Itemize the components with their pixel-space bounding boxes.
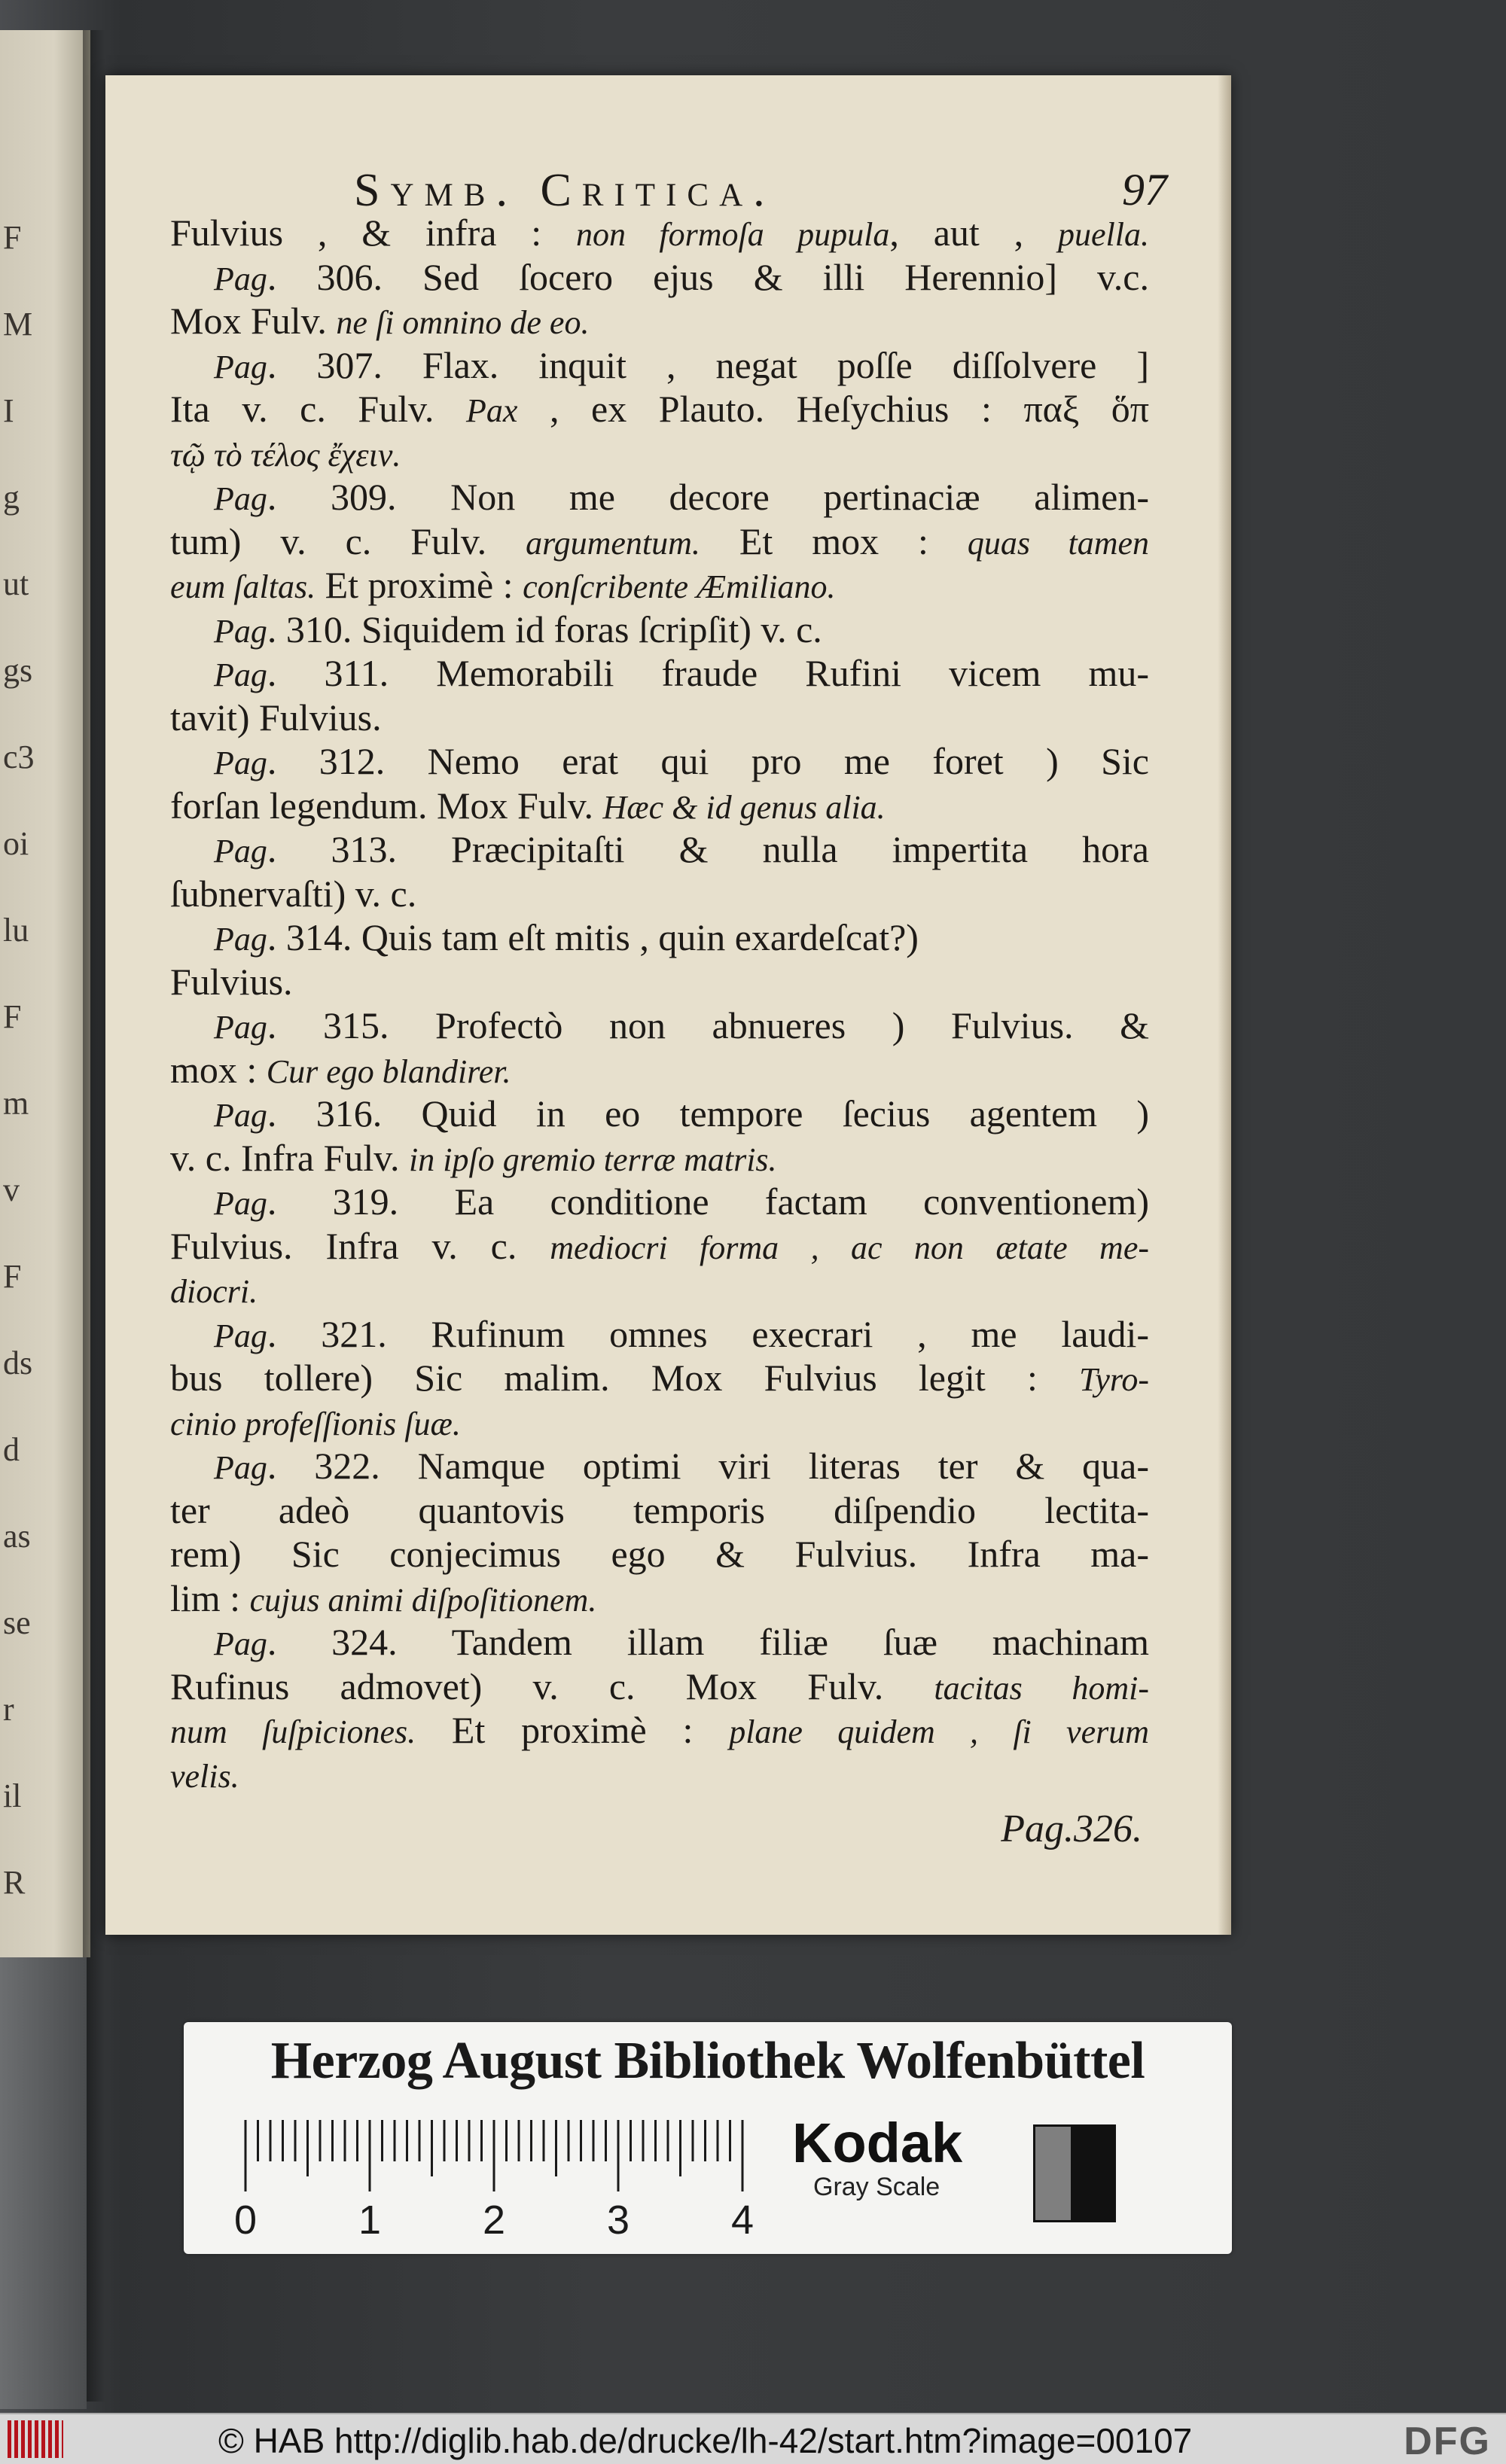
text-run: num ſuſpiciones. — [170, 1713, 416, 1750]
text-run: Pag — [214, 1097, 267, 1134]
ruler-number: 0 — [233, 2197, 258, 2243]
text-run: Cur ego blandirer. — [266, 1052, 511, 1090]
text-run: . 314. Quis tam eſt mitis , quin exardeſcat?) — [267, 916, 919, 958]
text-run: ſubnervaſti) v. c. — [170, 872, 417, 915]
text-run: mox : — [170, 1048, 267, 1091]
text-line — [170, 1664, 1149, 1709]
text-run: . 322. Namque optimi viri literas ter & qua- — [267, 1445, 1149, 1487]
facing-page-fragment: c3 — [3, 739, 35, 775]
text-run: Et proximè : — [316, 564, 523, 606]
text-line — [170, 563, 1149, 608]
text-run: velis. — [170, 1757, 239, 1795]
text-run: Pag — [214, 1185, 267, 1222]
text-run: . 306. Sed ſocero ejus & illi Herennio] v.c. — [267, 255, 1149, 298]
text-line — [170, 1400, 1149, 1445]
text-run: tavit) Fulvius. — [170, 696, 382, 739]
text-line — [170, 431, 1149, 476]
text-run: Et mox : — [700, 519, 968, 562]
text-line — [170, 343, 1149, 388]
text-run: . 321. Rufinum omnes execrari , me laudi- — [267, 1312, 1149, 1355]
text-run: Pag — [214, 260, 267, 297]
text-line — [170, 1136, 1149, 1180]
text-line — [170, 475, 1149, 519]
facing-page-fragment: g — [3, 479, 20, 516]
text-line — [170, 299, 1149, 343]
page-number: 97 — [1122, 165, 1167, 215]
text-line — [170, 211, 1149, 255]
dfg-logo: DFG — [1404, 2420, 1491, 2463]
text-line — [170, 1532, 1149, 1576]
text-run: rem) Sic conjecimus ego & Fulvius. Infra ma- — [170, 1533, 1149, 1575]
text-run: diocri. — [170, 1273, 258, 1310]
facing-page-fragment: R — [3, 1864, 26, 1901]
text-run: lim : — [170, 1576, 250, 1619]
kodak-logo: Kodak — [792, 2112, 963, 2174]
ruler-number: 2 — [482, 2197, 506, 2243]
text-line — [170, 387, 1149, 431]
text-run: forſan legendum. Mox Fulv. — [170, 784, 603, 827]
facing-page-fragment: F — [3, 998, 22, 1035]
text-run: , aut , — [889, 212, 1059, 254]
facing-page-fragment: r — [3, 1691, 14, 1728]
text-run: . 307. Flax. inquit , negat poſſe diſſolvere ] — [267, 343, 1149, 386]
text-run: . 324. Tandem illam filiæ ſuæ machinam — [267, 1621, 1149, 1663]
text-line — [170, 1048, 1149, 1092]
text-line — [170, 915, 1149, 960]
facing-page-fragment: as — [3, 1518, 31, 1555]
book-page — [105, 75, 1231, 1935]
text-run: cujus animi diſpoſitionem. — [249, 1581, 597, 1619]
running-head: Symb. Critica. — [354, 165, 776, 216]
text-run: Pag — [214, 833, 267, 870]
text-line — [170, 519, 1149, 564]
text-run: Pag — [214, 480, 267, 517]
text-run: Pag — [214, 348, 267, 385]
text-line — [170, 827, 1149, 872]
text-run: Pag — [214, 1009, 267, 1046]
text-run: Pag — [214, 921, 267, 958]
text-line — [170, 1576, 1149, 1621]
ruler-number: 1 — [358, 2197, 382, 2243]
facing-page-fragment: M — [3, 306, 33, 343]
catchword: Pag.326. — [1001, 1808, 1142, 1850]
gray-scale-patch — [1033, 2124, 1116, 2222]
text-line — [170, 872, 1149, 916]
text-line — [170, 784, 1149, 828]
text-run: quas tamen — [967, 524, 1149, 562]
page-body-text — [170, 211, 1149, 1796]
text-line — [170, 1224, 1149, 1269]
text-line — [170, 1092, 1149, 1136]
text-run: Pax — [465, 392, 518, 429]
text-line — [170, 960, 1149, 1004]
text-run: Mox Fulv. — [170, 300, 337, 342]
text-run: Pag — [214, 1449, 267, 1486]
text-run: in ipſo gremio terræ matris. — [409, 1141, 777, 1178]
text-run: τῷ τὸ τέλος ἔχειν. — [170, 436, 401, 474]
color-reference-card — [184, 2022, 1232, 2254]
text-run: tacitas homi- — [934, 1669, 1149, 1707]
text-run: , ex Plauto. Heſychius : παξ ὅπ — [517, 388, 1149, 430]
text-run: Fulvius. Infra v. c. — [170, 1224, 550, 1267]
text-line — [170, 1444, 1149, 1488]
text-run: tum) v. c. Fulv. — [170, 519, 526, 562]
text-run: Tyro- — [1079, 1361, 1149, 1398]
text-line — [170, 1004, 1149, 1048]
book-spine-strip — [0, 1957, 87, 2409]
text-line — [170, 1488, 1149, 1533]
facing-page-fragment: ut — [3, 565, 29, 602]
text-run: . 316. Quid in eo tempore ſecius agentem ) — [267, 1092, 1149, 1135]
facing-page-fragment: v — [3, 1171, 20, 1208]
text-run: conſcribente Æmiliano. — [523, 568, 836, 605]
gray-scale-label: Gray Scale — [813, 2173, 940, 2201]
barcode-icon — [8, 2420, 63, 2458]
footer-credit-link[interactable]: © HAB http://diglib.hab.de/drucke/lh-42/start.htm?image=00107 — [218, 2421, 1193, 2460]
text-run: cinio profeſſionis ſuæ. — [170, 1405, 461, 1442]
text-line — [170, 608, 1149, 652]
facing-page-fragment: m — [3, 1085, 29, 1122]
text-run: puella. — [1058, 216, 1149, 253]
text-run: ne ſi omnino de eo. — [336, 304, 590, 341]
ruler-number: 3 — [606, 2197, 630, 2243]
facing-page-fragment: F — [3, 219, 22, 256]
facing-page-fragment: se — [3, 1604, 31, 1641]
text-line — [170, 1708, 1149, 1753]
text-run: . 311. Memorabili fraude Rufini vicem mu- — [267, 652, 1149, 694]
facing-page-fragment: il — [3, 1777, 22, 1814]
text-run: . 312. Nemo erat qui pro me foret ) Sic — [267, 740, 1149, 782]
footer-bar — [0, 2413, 1506, 2464]
text-run: eum ſaltas. — [170, 568, 316, 605]
ruler-number: 4 — [730, 2197, 755, 2243]
text-run: . 310. Siquidem id foras ſcripſit) v. c. — [267, 608, 822, 650]
text-run: Fulvius , & infra : — [170, 212, 577, 254]
card-title: Herzog August Bibliothek Wolfenbüttel — [270, 2032, 1145, 2090]
text-run: Et proximè : — [416, 1709, 730, 1751]
text-run: ter adeò quantovis temporis diſpendio lectita- — [170, 1488, 1149, 1531]
text-run: . 313. Præcipitaſti & nulla impertita hora — [267, 828, 1149, 870]
facing-page-fragment: lu — [3, 912, 29, 949]
text-line — [170, 739, 1149, 784]
text-run: Rufinus admovet) v. c. Mox Fulv. — [170, 1664, 934, 1707]
text-run: Pag — [214, 612, 267, 650]
text-run: Pag — [214, 745, 267, 781]
text-run: mediocri forma , ac non ætate me- — [550, 1229, 1149, 1266]
text-run: . 309. Non me decore pertinaciæ alimen- — [267, 476, 1149, 518]
text-run: bus tollere) Sic malim. Mox Fulvius legit : — [170, 1357, 1080, 1399]
text-run: argumentum. — [526, 524, 700, 562]
facing-page-fragment: I — [3, 392, 14, 429]
text-run: Pag — [214, 1625, 267, 1662]
facing-page-fragment: oi — [3, 825, 29, 862]
text-line — [170, 255, 1149, 300]
text-line — [170, 1753, 1149, 1797]
text-line — [170, 1356, 1149, 1400]
text-run: Ita v. c. Fulv. — [170, 388, 466, 430]
text-run: Hæc & id genus alia. — [602, 788, 886, 826]
text-line — [170, 1268, 1149, 1312]
text-line — [170, 651, 1149, 696]
text-run: plane quidem , ſi verum — [729, 1713, 1149, 1750]
text-run: . 315. Profectò non abnueres ) Fulvius. & — [267, 1004, 1149, 1046]
facing-page-edge — [0, 30, 90, 1957]
text-run: v. c. Infra Fulv. — [170, 1136, 410, 1179]
facing-page-fragment: d — [3, 1431, 20, 1468]
text-run: Fulvius. — [170, 960, 293, 1003]
text-run: Pag — [214, 656, 267, 693]
text-run: . 319. Ea conditione factam conventionem) — [267, 1180, 1149, 1223]
text-line — [170, 696, 1149, 740]
facing-page-fragment: ds — [3, 1345, 33, 1381]
text-run: non formoſa pupula — [576, 216, 890, 253]
facing-page-fragment: F — [3, 1258, 22, 1295]
text-run: Pag — [214, 1317, 267, 1354]
facing-page-fragment: gs — [3, 652, 33, 689]
text-line — [170, 1620, 1149, 1664]
text-line — [170, 1180, 1149, 1224]
text-line — [170, 1312, 1149, 1357]
